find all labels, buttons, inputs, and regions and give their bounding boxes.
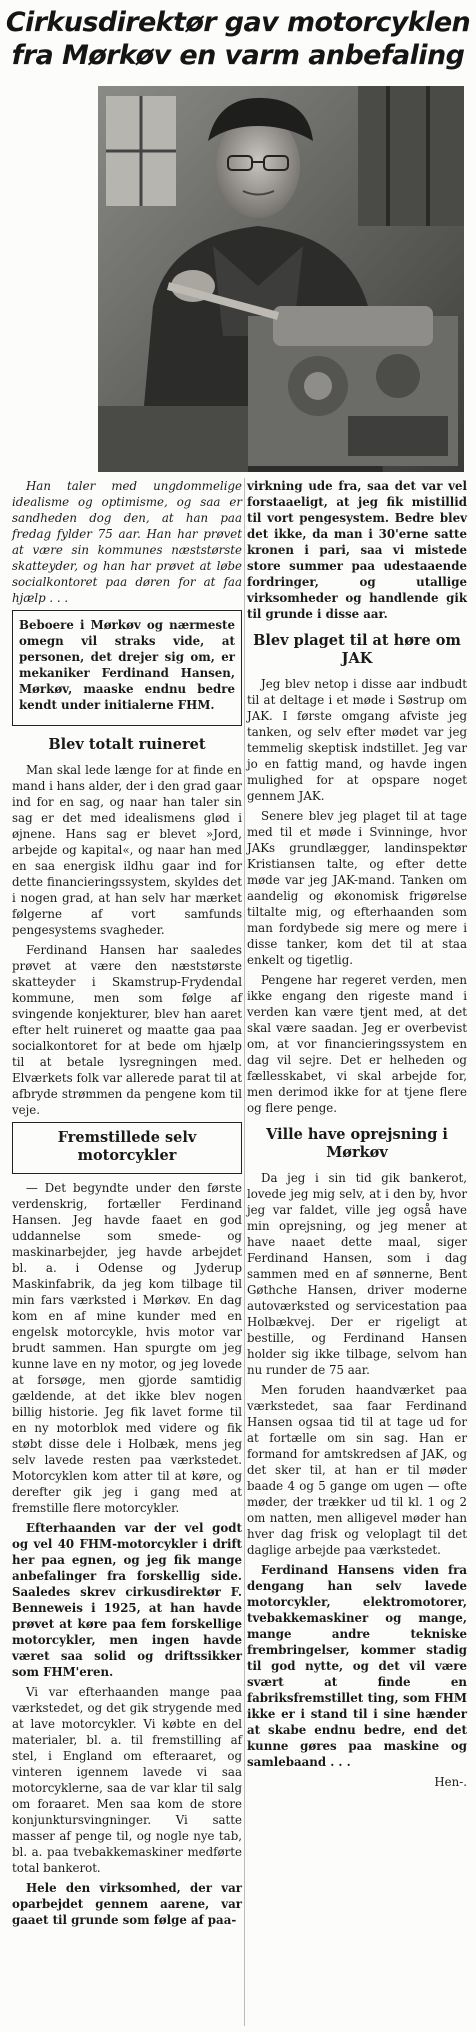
body-paragraph: Da jeg i sin tid gik bankerot, lovede jeg mig selv, at i den by, hvor jeg var faldet, ville jeg også have min oprejsning, og jeg mener at have naaet dette maal, siger Ferdinand Hansen, som i dag sammen med en af sønnerne, Bent Gøthche Hansen, driver moderne autoværksted og servicestation paa Holbækvej. Der er rigeligt at bestille, og Ferdinand Hansen holder sig ikke tilbage, selvom han nu runder de 75 aar. [247,1171,467,1377]
photo-of-man-with-engine [98,86,464,472]
intro-paragraph: Han taler med ungdommelige idealisme og optimisme, og saa er sandheden dog den, at han paa fredag fylder 75 aar. Han har prøvet at være sin kommunes næststørste skatteyder, og han har prøvet at løbe socialkontoret paa døren for at faa hjælp . . . [12,479,242,605]
body-paragraph-bold: Ferdinand Hansens viden fra dengang han selv lavede motorcykler, elektromotorer, tvebakkemaskiner og mange, mange andre tekniske frembringelser, kommer stadig til god nytte, og det vil være svært at finde en fabriksfremstillet ting, som FHM ikke er i stand til i sine hænder at skabe endnu bedre, end det kunne gøres paa maskine og samlebaand . . . [247,1563,467,1769]
left-column [12,478,242,1932]
body-paragraph-bold: Efterhaanden var der vel godt og vel 40 FHM-motorcykler i drift her paa egnen, og jeg fik mange anbefalinger fra forskellig side. Saaledes skrev cirkusdirektør F. Benneweis i 1925, at han havde prøvet at køre paa fem forskellige motorcykler, men ingen havde været saa solid og driftssikker som FHM'eren. [12,1521,242,1679]
body-paragraph: Men foruden haandværket paa værkstedet, saa faar Ferdinand Hansen ogsaa tid til at tage ud for at fortælle om sin sag. Han er formand for amtskredsen af JAK, og det sker til, at han er til møder baade 4 og 5 gange om ugen — ofte møder, der trækker ud til kl. 1 og 2 om natten, men alligevel møder han hver dag frisk og veloplagt til det daglige arbejde paa værkstedet. [247,1383,467,1557]
body-paragraph: Senere blev jeg plaget til at tage med til et møde i Svinninge, hvor JAKs grundlægger, landinspektør Kristiansen talte, og efter dette møde var jeg JAK-mand. Tanken om aandelig og økonomisk frigørelse tiltalte mig, og efterhaanden som man fordybede sig mere og mere i disse tanker, kom det til at staa enkelt og tigetlig. [247,809,467,967]
lead-paragraph: Beboere i Mørkøv og nærmeste omegn vil straks vide, at personen, det drejer sig om, er mekaniker Ferdinand Hansen, Mørkøv, maaske endnu bedre kendt under initialerne FHM. [19,618,235,712]
subheading-box [12,1122,242,1174]
lead-box [12,610,242,726]
body-paragraph: Ferdinand Hansen har saaledes prøvet at være den næststørste skatteyder i Skamstrup-Frydendal kommune, men som følge af svingende konjekturer, blev han aaret efter helt ruineret og maatte gaa paa socialkontoret for at bede om hjælp til at betale lysregningen med. Elværkets folk var allerede parat til at afbryde strømmen da pengene kom til veje. [12,943,242,1117]
body-paragraph: Pengene har regeret verden, men ikke engang den rigeste mand i verden kan være tjent med, at det skal være saadan. Jeg er overbevist om, at vor financieringssystem en dag vil sejre. Det er helheden og fællesskabet, vi skal arbejde for, men derimod ikke for at tjene flere og flere penge. [247,973,467,1115]
subheading-ville-have-oprejsning: Ville have oprejsning i Mørkøv [266,1126,448,1161]
body-paragraph: Man skal lede længe for at finde en mand i hans alder, der i den grad gaar ind for en sag, og naar han taler sin sag er det med idealismens glød i øjnene. Hans sag er blevet »Jord, arbejde og kapital«, og naar han med en saa energisk ildhu gaar ind for dette financieringssystem, skyldes det i nogen grad, at han selv har mærket følgerne af vort samfunds pengesystems svagheder. [12,763,242,937]
right-column [247,478,467,1794]
subheading-fremstillede-selv-motorcykler: Fremstillede selv motorcykler [57,1129,197,1164]
photo-illustration [98,86,464,472]
headline: Cirkusdirektør gav motorcyklen fra Mørkøv en varm anbefaling [5,7,471,71]
subheading-blev-plaget: Blev plaget til at høre om JAK [253,632,461,667]
signature: Hen-. [434,1775,467,1789]
body-paragraph-bold: virkning ude fra, saa det var vel forstaaeligt, at jeg fik mistillid til vort pengesystem. Bedre blev det ikke, da man i 30'erne satte kronen i pari, saa vi mistede store summer paa udestaaende fordringer, og utallige virksomheder og handlende gik til grunde i disse aar. [247,479,467,621]
subheading-blev-totalt-ruineret: Blev totalt ruineret [48,736,206,753]
column-divider [244,478,245,2026]
body-paragraph: — Det begyndte under den første verdenskrig, fortæller Ferdinand Hansen. Jeg havde faaet en god uddannelse som smede- og maskinarbejder, jeg havde arbejdet bl. a. i Odense og Jyderup Maskinfabrik, da jeg kom tilbage til min fars værksted i Mørkøv. En dag kom en af mine kunder med en engelsk motorcykle, hvis motor var brudt sammen. Han spurgte om jeg kunne lave en ny motor, og jeg lovede at forsøge, men gjorde samtidig gældende, at det ikke blev nogen billig historie. Jeg fik lavet forme til en ny motorblok med videre og fik støbt disse dele i Holbæk, mens jeg selv lavede resten paa værkstedet. Motorcyklen kom atter til at køre, og derefter gik jeg i gang med at fremstille flere motorcykler. [12,1181,242,1515]
body-paragraph-bold: Hele den virksomhed, der var oparbejdet gennem aarene, var gaaet til grunde som følge af paa- [12,1881,242,1927]
body-paragraph: Jeg blev netop i disse aar indbudt til at deltage i et møde i Søstrup om JAK. I første omgang afviste jeg tanken, og selv efter mødet var jeg temmelig skeptisk indstillet. Jeg var jo en fattig mand, og havde ingen mulighed for at opspare noget gennem JAK. [247,677,467,803]
body-paragraph: Vi var efterhaanden mange paa værkstedet, og det gik strygende med at lave motorcykler. Vi købte en del materialer, bl. a. til fremstilling af stel, i England om efteraaret, og vinteren igennem lavede vi saa motorcyklerne, saa de var klar til salg om foraaret. Men saa kom de store konjunktursvingninger. Vi satte masser af penge til, og nogle nye tab, bl. a. paa tvebakkemaskiner medførte total bankerot. [12,1685,242,1875]
